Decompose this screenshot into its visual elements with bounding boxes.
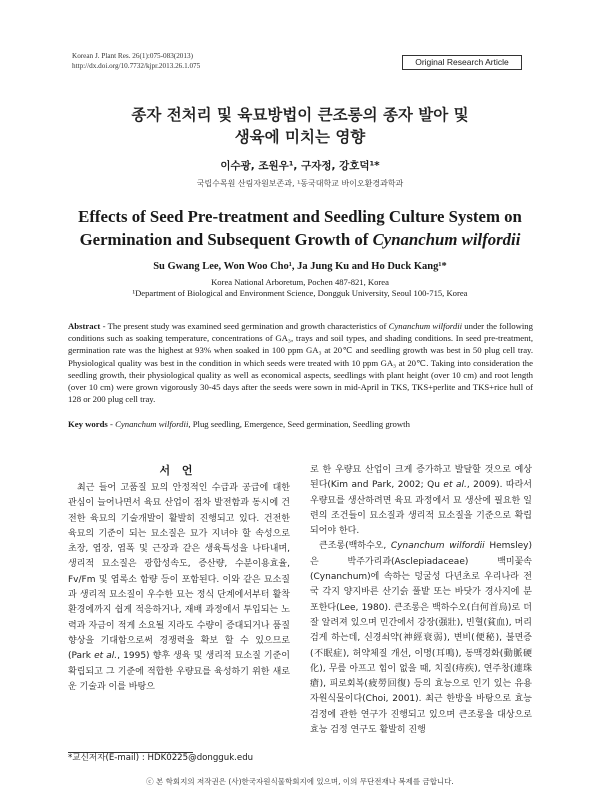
abstract-text-1: - The present study was examined seed germination and growth characteristics of: [100, 321, 389, 331]
article-type-badge: Original Research Article: [402, 55, 522, 70]
abstract-species: Cynanchum wilfordii: [388, 321, 463, 331]
keywords-list: , Plug seedling, Emergence, Seed germination, Seedling growth: [188, 419, 410, 429]
abstract: [68, 320, 533, 405]
korean-authors: 이수광, 조원우¹, 구자정, 강호덕¹*: [220, 160, 380, 172]
english-title-line-2: [40, 228, 560, 251]
intro-text-1-end: , 1995) 향후 생육 및 생리적 묘소질 기준이 확립되고 그 기준에 적합한 우량묘를 육성하기 위한 새로운 기술과 이를 바탕으: [68, 651, 290, 692]
right-column: [310, 463, 532, 738]
copyright-footer: ⓒ 본 학회지의 저작권은 (사)한국자원식물학회지에 있으며, 이의 무단전재나 복제를 금합니다.: [146, 777, 454, 786]
abstract-label: Abstract: [68, 321, 101, 331]
english-affiliation: [40, 277, 560, 299]
intro-paragraph-2: [310, 539, 532, 738]
keywords-label: Key words: [68, 419, 108, 429]
email-address[interactable]: HDK0225@dongguk.edu: [147, 753, 254, 763]
english-affiliation-1: Korea National Arboretum, Pochen 487-821, Korea: [211, 277, 389, 287]
corresponding-author-footnote: [68, 752, 298, 764]
paragraph-2-text-a: 큰조롱(백하수오,: [319, 541, 391, 552]
korean-title-line-1: 종자 전처리 및 육묘방법이 큰조롱의 종자 발아 및: [131, 106, 469, 124]
section-heading-introduction: 서 언: [159, 464, 197, 477]
keywords-species: Cynanchum wilfordii: [115, 419, 189, 429]
paragraph-2-species: Cynanchum wilfordii: [390, 541, 485, 552]
keywords: [68, 418, 533, 430]
continued-text-b: , 2009). 따라서 우량묘를 생산하려면 육묘 과정에서 묘 생산에 필요한 일련의 조건들이 묘소질과 생리적 묘소질을 기준으로 확립되어야 한다.: [310, 480, 532, 537]
journal-citation: [72, 52, 200, 71]
korean-title: [40, 104, 560, 148]
korean-title-line-2: 생육에 미치는 영향: [234, 128, 366, 146]
english-title-line-1: Effects of Seed Pre-treatment and Seedling Culture System on: [78, 207, 522, 226]
english-authors: Su Gwang Lee, Won Woo Cho¹, Ja Jung Ku and Ho Duck Kang¹*: [153, 261, 447, 272]
intro-paragraph-continued: [310, 463, 532, 539]
paragraph-2-text-b: Hemsley)은 박주가리과(Asclepiadaceae) 백미꽃속(Cynanchum)에 속하는 덩굴성 다년초로 우리나라 전국 각지 양지바른 산기슭 풀밭 또는 바닷가 경사지에 분포한다(Lee, 1980). 큰조롱은 백하수오(白何首烏)로 더 잘 알려져 있으며 민간에서 강장(强壯), 빈혈(貧血), 머리 검게 하는데, 신경쇠약(神經衰弱), 변비(便秘), 불면증(不眠症), 허약체질 개선, 이명(耳鳴), 동맥경화(動脈硬化), 무릎 아프고 힘이 없을 때, 치질(痔疾), 연주창(連珠瘡), 피로회복(疲勞回復) 등의 효능으로 인기 있는 유용자원식물이다(Choi, 2001). 최근 한방을 바탕으로 효능 검정에 관한 연구가 진행되고 있으며 큰조롱을 대상으로 효능 검정 연구도 활발히 진행: [310, 541, 532, 736]
english-title-species: Cynanchum wilfordii: [372, 230, 521, 249]
journal-reference: Korean J. Plant Res. 26(1):075-083(2013): [72, 52, 193, 60]
korean-affiliation: 국립수목원 산림자원보존과, ¹동국대학교 바이오환경과학과: [196, 179, 404, 188]
english-title: [40, 205, 560, 251]
doi-link[interactable]: http://dx.doi.org/10.7732/kjpr.2013.26.1.075: [72, 61, 201, 70]
email-label: *교신저자(E-mail) :: [68, 753, 148, 763]
intro-text-1: 최근 들어 고품질 묘의 안정적인 수급과 공급에 대한 관심이 늘어나면서 육묘 산업이 점차 발전함과 동시에 건전한 육묘의 기술개발이 활발히 진행되고 있다. 건전한 육묘의 기준이 되는 묘소질은 묘가 지녀야 할 속성으로 초장, 엽장, 엽폭 및 근장과 같은 생육특성을 나타내며, 생리적 묘소질은 광합성속도, 증산량, 수분이용효율, Fv/Fm 및 엽록소 함량 등이 포함된다. 이와 같은 묘소질과 생리적 묘소질이 우수한 묘는 정식 단계에서부터 활착 환경에까지 쉽게 적응하거나, 재배 과정에서 투입되는 노력과 자금이 적게 소요될 지라도 수량이 증대되거나 품질 향상을 기대함으로써 경쟁력을 확보 할 수 있으므로(Park: [68, 483, 290, 662]
left-column: [68, 481, 290, 695]
english-affiliation-2: ¹Department of Biological and Environment Science, Dongguk University, Seoul 100-715, Korea: [132, 288, 468, 298]
intro-paragraph-1: [68, 481, 290, 695]
english-title-line-2-text: Germination and Subsequent Growth of: [79, 230, 373, 249]
abstract-text-2: under the following conditions such as soaking temperature, concentrations of GA₃, trays and soil types, and shading conditions. In seed pre-treatment, germination rate was the highest at 93% when soaked in 100 ppm GA₃ at 20℃ and seedling growth was best in 50 plug cell tray. Physiological quality was best in the condition in which seeds were treated with 10 ppm GA₃ at 20℃. Taking into consideration the seedling growth, their physiological quality as well as economical aspects, seedlings with plant height (over 10 cm) and root length (over 10 cm) were grown vigorously 30-45 days after the seeds were sown in mid-April in TKS, TKS+perlite and TKS+rice hull of 128 or 200 plug cell tray.: [68, 321, 533, 405]
continued-text-a: 로 한 우량묘 산업이 크게 증가하고 발달할 것으로 예상된다(Kim and Park, 2002; Qu: [310, 465, 532, 491]
continued-etal: et al.: [443, 480, 467, 491]
intro-etal: et al.: [94, 651, 118, 662]
keywords-separator: -: [107, 419, 116, 429]
